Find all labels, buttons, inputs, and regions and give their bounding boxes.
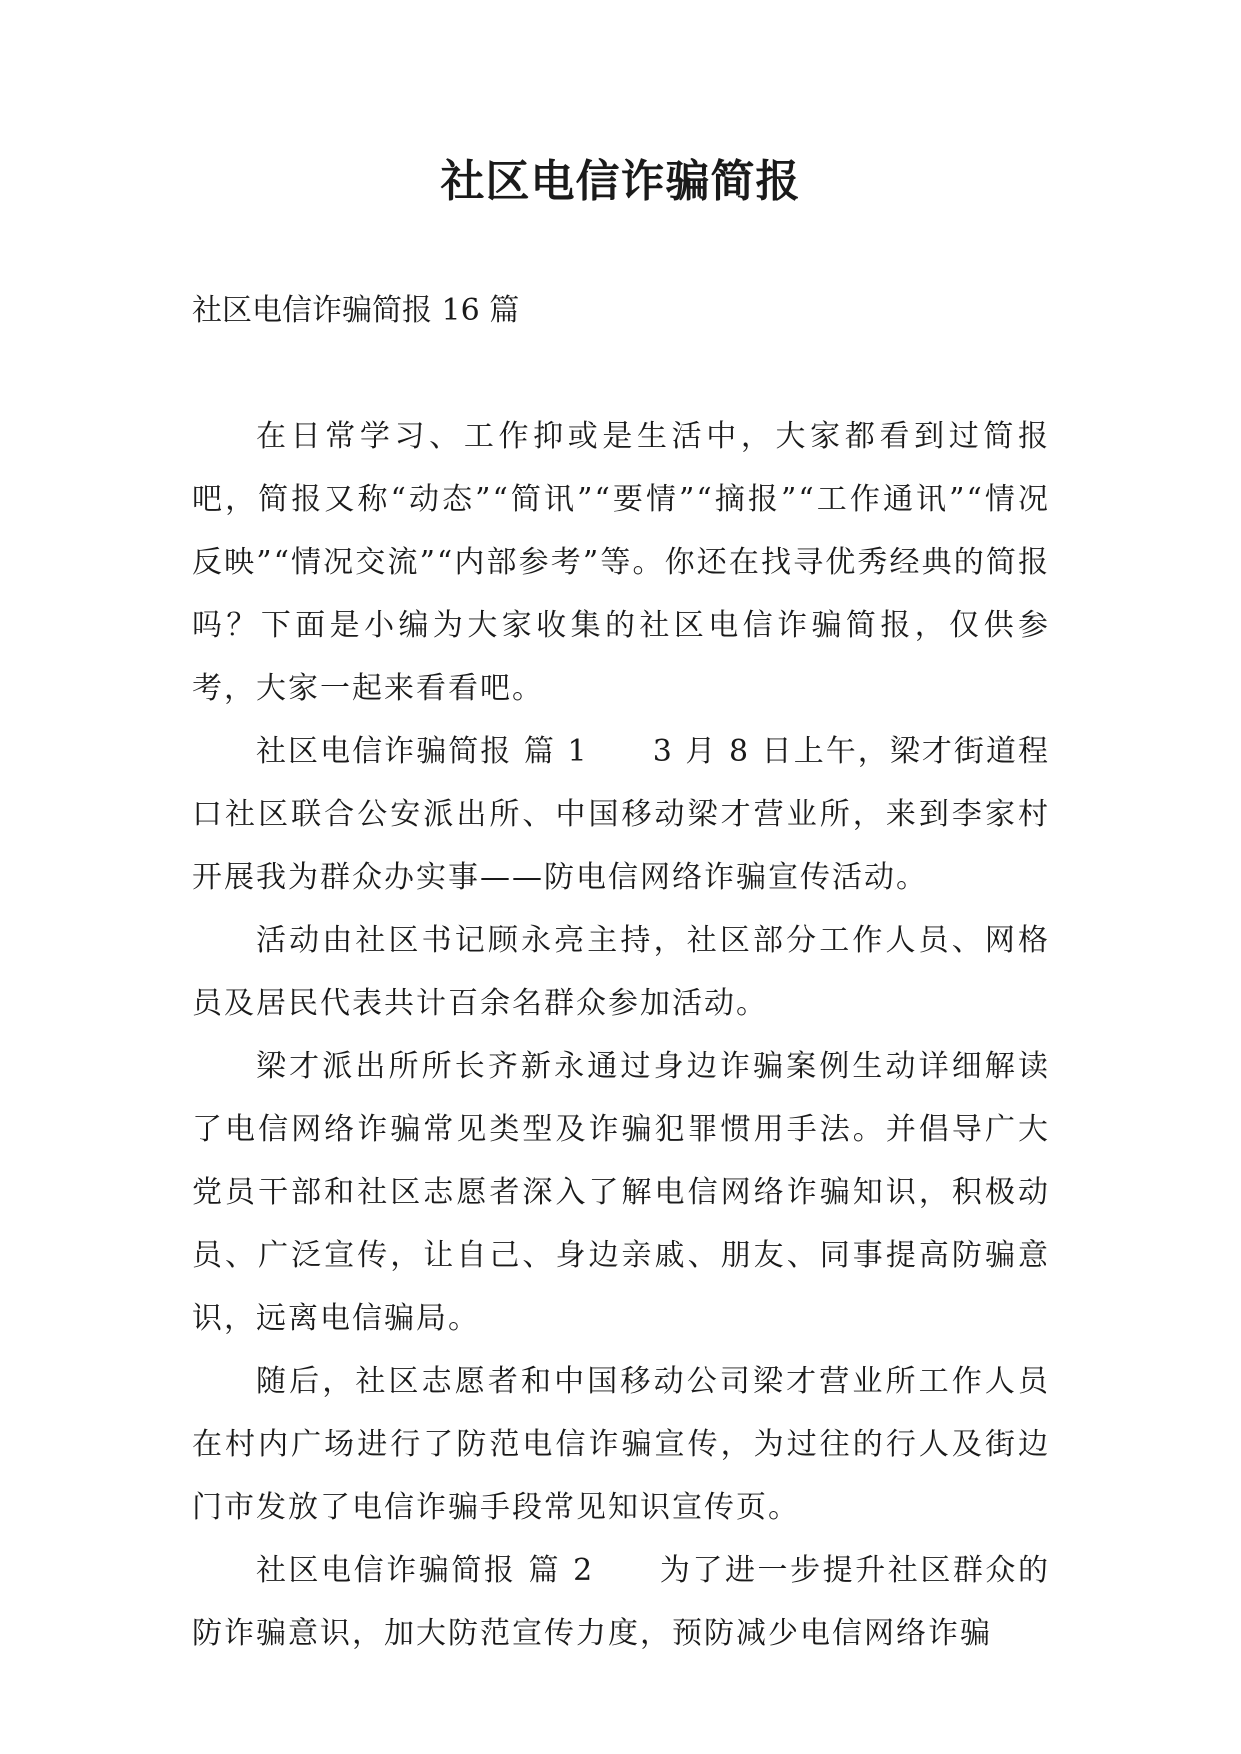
paragraph-intro: 在日常学习、工作抑或是生活中，大家都看到过简报吧，简报又称“动态”“简讯”“要情”“摘报”“工作通讯”“情况反映”“情况交流”“内部参考”等。你还在找寻优秀经典的简报吗？下面是小编为大家收集的社区电信诈骗简报，仅供参考，大家一起来看看吧。	[192, 419, 1050, 706]
paragraph-article-1-host: 活动由社区书记顾永亮主持，社区部分工作人员、网格员及居民代表共计百余名群众参加活动。	[192, 923, 1050, 1021]
paragraph-article-1-police: 梁才派出所所长齐新永通过身边诈骗案例生动详细解读了电信网络诈骗常见类型及诈骗犯罪惯用手法。并倡导广大党员干部和社区志愿者深入了解电信网络诈骗知识，积极动员、广泛宣传，让自己、身边亲戚、朋友、同事提高防骗意识，远离电信骗局。	[192, 1049, 1050, 1336]
paragraph-article-1-opening: 社区电信诈骗简报 篇 1 3 月 8 日上午，梁才街道程口社区联合公安派出所、中国移动梁才营业所，来到李家村开展我为群众办实事——防电信网络诈骗宣传活动。	[192, 734, 1050, 895]
paragraph-article-2-opening: 社区电信诈骗简报 篇 2 为了进一步提升社区群众的防诈骗意识，加大防范宣传力度，预防减少电信网络诈骗	[192, 1553, 1050, 1651]
document-body	[192, 405, 1050, 1665]
document-subtitle: 社区电信诈骗简报 16 篇	[192, 293, 520, 328]
document-title: 社区电信诈骗简报	[440, 156, 801, 207]
paragraph-article-1-volunteers: 随后，社区志愿者和中国移动公司梁才营业所工作人员在村内广场进行了防范电信诈骗宣传，为过往的行人及街边门市发放了电信诈骗手段常见知识宣传页。	[192, 1364, 1050, 1525]
